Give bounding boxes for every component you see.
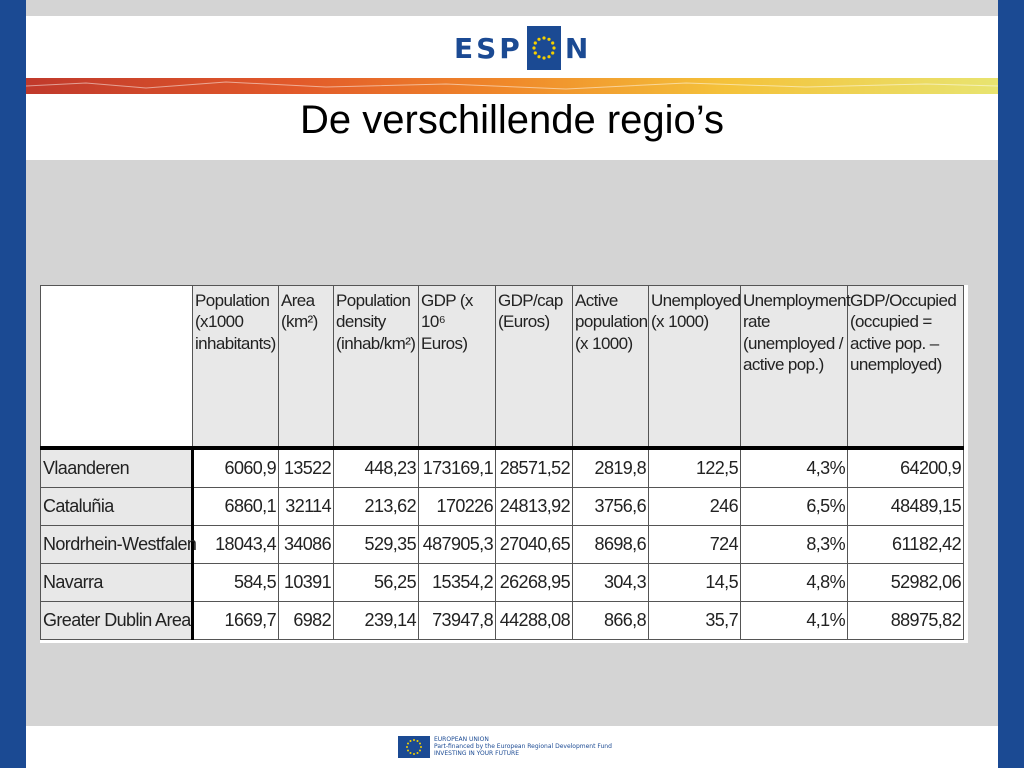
table-cell: 34086 [279,526,334,564]
region-name: Greater Dublin Area [41,602,193,640]
table-cell: 48489,15 [848,488,964,526]
logo-text-right: N [564,31,592,65]
table-row [41,448,964,488]
table-header-cell: Active population (x 1000) [573,286,649,449]
table-cell: 18043,4 [193,526,279,564]
table-cell: 26268,95 [496,564,573,602]
table-cell: 61182,42 [848,526,964,564]
eu-stars-icon [527,26,561,70]
eu-line-2: Part-financed by the European Regional Development Fund [434,743,612,750]
table-header-cell: Population (x1000 inhabitants) [193,286,279,449]
table-row [41,526,964,564]
map-strip [26,78,998,94]
table-header-cell: Unemployed (x 1000) [649,286,741,449]
table-cell: 866,8 [573,602,649,640]
table-cell: 10391 [279,564,334,602]
page-title: De verschillende regio’s [300,98,724,142]
footer [26,726,998,768]
table-cell: 8,3% [741,526,848,564]
eu-line-1: EUROPEAN UNION [434,736,489,743]
table-cell: 173169,1 [419,448,496,488]
region-name: Cataluñia [41,488,193,526]
table-cell: 487905,3 [419,526,496,564]
table-cell: 724 [649,526,741,564]
table-header-cell: Area (km²) [279,286,334,449]
table-header-cell: GDP (x 10⁶ Euros) [419,286,496,449]
table-cell: 6860,1 [193,488,279,526]
table-cell: 170226 [419,488,496,526]
table-cell: 239,14 [334,602,419,640]
table-cell: 35,7 [649,602,741,640]
table-cell: 584,5 [193,564,279,602]
eu-funding-text [434,736,612,757]
data-table-wrap [40,285,968,643]
table-cell: 448,23 [334,448,419,488]
table-cell: 4,3% [741,448,848,488]
table-cell: 15354,2 [419,564,496,602]
slide [26,0,998,768]
table-cell: 213,62 [334,488,419,526]
table-row [41,488,964,526]
table-header-cell [41,286,193,449]
table-cell: 28571,52 [496,448,573,488]
table-header-row [41,286,964,449]
table-cell: 52982,06 [848,564,964,602]
table-cell: 246 [649,488,741,526]
table-cell: 44288,08 [496,602,573,640]
title-band [26,94,998,160]
table-cell: 4,1% [741,602,848,640]
table-cell: 8698,6 [573,526,649,564]
table-header-cell: Unemployment rate (unemployed / active pop.) [741,286,848,449]
table-cell: 14,5 [649,564,741,602]
table-cell: 64200,9 [848,448,964,488]
table-header-cell: Population density (inhab/km²) [334,286,419,449]
table-cell: 529,35 [334,526,419,564]
table-cell: 2819,8 [573,448,649,488]
table-cell: 6,5% [741,488,848,526]
table-cell: 13522 [279,448,334,488]
table-row [41,564,964,602]
table-cell: 27040,65 [496,526,573,564]
table-cell: 24813,92 [496,488,573,526]
table-row [41,602,964,640]
table-cell: 3756,6 [573,488,649,526]
table-cell: 6982 [279,602,334,640]
table-cell: 32114 [279,488,334,526]
region-name: Vlaanderen [41,448,193,488]
table-cell: 4,8% [741,564,848,602]
region-name: Nordrhein-Westfalen [41,526,193,564]
table-header-cell: GDP/Occupied (occupied = active pop. – unemployed) [848,286,964,449]
table-cell: 56,25 [334,564,419,602]
eu-line-3: INVESTING IN YOUR FUTURE [434,750,519,757]
table-cell: 122,5 [649,448,741,488]
espon-logo [454,26,591,70]
table-cell: 1669,7 [193,602,279,640]
logo-text-left: ESP [454,31,523,65]
table-header-cell: GDP/cap (Euros) [496,286,573,449]
table-cell: 73947,8 [419,602,496,640]
eu-flag-icon [398,736,430,758]
table-cell: 304,3 [573,564,649,602]
table-cell: 88975,82 [848,602,964,640]
region-name: Navarra [41,564,193,602]
data-table [40,285,964,640]
table-cell: 6060,9 [193,448,279,488]
logo-band [26,16,998,78]
